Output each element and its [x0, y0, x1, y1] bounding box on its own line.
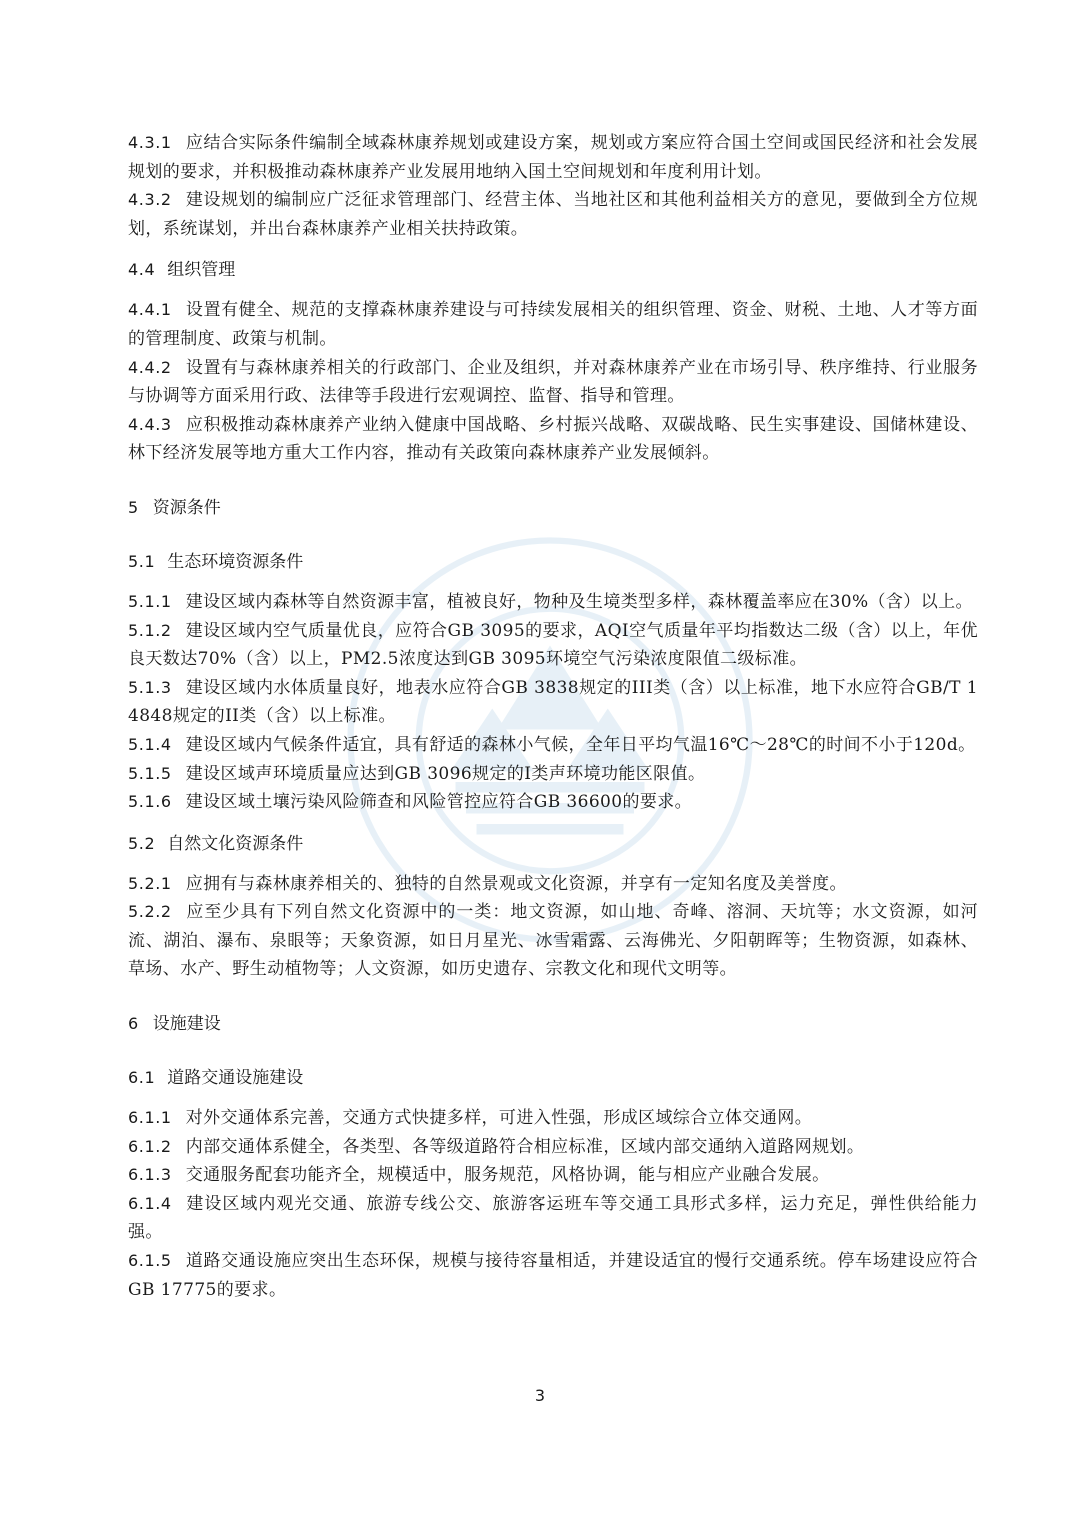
- clause-paragraph: [128, 674, 978, 731]
- clause-paragraph: [128, 1104, 978, 1133]
- clause-number: 5: [128, 497, 139, 517]
- clause-text: 建设区域内气候条件适宜，具有舒适的森林小气候，全年日平均气温16℃～28℃的时间不小于120d。: [185, 734, 976, 755]
- clause-paragraph: [128, 129, 978, 186]
- clause-paragraph: [128, 1190, 978, 1247]
- clause-text: 应积极推动森林康养产业纳入健康中国战略、乡村振兴战略、双碳战略、民生实事建设、国储林建设、林下经济发展等地方重大工作内容，推动有关政策向森林康养产业发展倾斜。: [128, 414, 978, 464]
- clause-text: 设施建设: [152, 1014, 221, 1035]
- clause-paragraph: [128, 760, 978, 789]
- clause-number: 4.4.3: [128, 414, 172, 434]
- clause-text: 内部交通体系健全，各类型、各等级道路符合相应标准，区域内部交通纳入道路网规划。: [185, 1136, 865, 1157]
- clause-text: 自然文化资源条件: [167, 833, 304, 854]
- clause-number: 5.2.2: [128, 902, 172, 922]
- clause-text: 组织管理: [167, 260, 236, 281]
- clause-text: 应结合实际条件编制全域森林康养规划或建设方案，规划或方案应符合国土空间或国民经济和社会发展规划的要求，并积极推动森林康养产业发展用地纳入国土空间规划和年度利用计划。: [128, 133, 978, 182]
- clause-paragraph: [128, 1133, 978, 1162]
- clause-paragraph: [128, 1161, 978, 1190]
- clause-number: 5.2: [128, 833, 156, 853]
- clause-text: 建设区域内观光交通、旅游专线公交、旅游客运班车等交通工具形式多样，运力充足，弹性供给能力强。: [128, 1193, 978, 1243]
- clause-number: 5.1.2: [128, 620, 172, 640]
- clause-number: 5.1.1: [128, 591, 172, 611]
- clause-text: 道路交通设施应突出生态环保，规模与接待容量相适，并建设适宜的慢行交通系统。停车场建设应符合GB 17775的要求。: [128, 1251, 978, 1300]
- clause-text: 建设区域土壤污染风险筛查和风险管控应符合GB 36600的要求。: [185, 792, 693, 813]
- clause-text: 道路交通设施建设: [167, 1068, 304, 1089]
- clause-paragraph: [128, 788, 978, 817]
- clause-text: 交通服务配套功能齐全，规模适中，服务规范，风格协调，能与相应产业融合发展。: [185, 1165, 830, 1186]
- clause-text: 建设区域内水体质量良好，地表水应符合GB 3838规定的III类（含）以上标准，地下水应符合GB/T 14848规定的II类（含）以上标准。: [128, 677, 978, 727]
- clause-paragraph: [128, 354, 978, 411]
- clause-paragraph: [128, 898, 978, 984]
- clause-paragraph: [128, 296, 978, 353]
- clause-text: 对外交通体系完善，交通方式快捷多样，可进入性强，形成区域综合立体交通网。: [185, 1108, 813, 1129]
- clause-number: 5.1.6: [128, 792, 172, 812]
- clause-number: 5.1.5: [128, 763, 172, 783]
- clause-text: 设置有健全、规范的支撑森林康养建设与可持续发展相关的组织管理、资金、财税、土地、人才等方面的管理制度、政策与机制。: [128, 300, 978, 349]
- clause-number: 5.1: [128, 551, 156, 571]
- subsection-heading: [128, 256, 978, 284]
- clause-text: 设置有与森林康养相关的行政部门、企业及组织，并对森林康养产业在市场引导、秩序维持、行业服务与协调等方面采用行政、法律等手段进行宏观调控、监督、指导和管理。: [128, 357, 978, 407]
- section-heading: [128, 494, 978, 522]
- clause-number: 6.1.4: [128, 1193, 172, 1213]
- clause-number: 6.1.5: [128, 1251, 172, 1271]
- clause-number: 4.3.2: [128, 190, 172, 210]
- page-number: 3: [534, 1386, 546, 1405]
- clause-paragraph: [128, 1247, 978, 1304]
- clause-paragraph: [128, 617, 978, 674]
- clause-number: 6.1: [128, 1068, 156, 1088]
- clause-text: 建设区域声环境质量应达到GB 3096规定的Ⅰ类声环境功能区限值。: [185, 763, 706, 784]
- clause-paragraph: [128, 870, 978, 899]
- clause-number: 6.1.3: [128, 1165, 172, 1185]
- subsection-heading: [128, 548, 978, 576]
- clause-text: 建设区域内森林等自然资源丰富，植被良好，物种及生境类型多样，森林覆盖率应在30%（含）以上。: [185, 591, 973, 612]
- clause-number: 4.4: [128, 260, 156, 280]
- clause-number: 6: [128, 1014, 139, 1034]
- clause-number: 4.4.2: [128, 357, 172, 377]
- clause-paragraph: [128, 731, 978, 760]
- clause-text: 生态环境资源条件: [167, 551, 304, 572]
- clause-paragraph: [128, 411, 978, 468]
- clause-text: 应至少具有下列自然文化资源中的一类：地文资源，如山地、奇峰、溶洞、天坑等；水文资源，如河流、湖泊、瀑布、泉眼等；天象资源，如日月星光、冰雪霜露、云海佛光、夕阳朝晖等；生物资源，如森林、草场、水产、野生动植物等；人文资源，如历史遗存、宗教文化和现代文明等。: [128, 902, 978, 980]
- clause-paragraph: [128, 186, 978, 243]
- clause-text: 资源条件: [152, 497, 221, 518]
- clause-number: 6.1.1: [128, 1108, 172, 1128]
- clause-number: 5.2.1: [128, 873, 172, 893]
- clause-number: 5.1.3: [128, 677, 172, 697]
- subsection-heading: [128, 830, 978, 858]
- clause-text: 建设规划的编制应广泛征求管理部门、经营主体、当地社区和其他利益相关方的意见，要做到全方位规划，系统谋划，并出台森林康养产业相关扶持政策。: [128, 190, 978, 239]
- section-heading: [128, 1010, 978, 1038]
- clause-number: 4.3.1: [128, 133, 172, 152]
- clause-text: 建设区域内空气质量优良，应符合GB 3095的要求，AQI空气质量年平均指数达二级（含）以上，年优良天数达70%（含）以上，PM2.5浓度达到GB 3095环境空气污染浓度限值二级标准。: [128, 620, 978, 670]
- clause-paragraph: [128, 588, 978, 617]
- document-body: [128, 129, 978, 1304]
- clause-number: 4.4.1: [128, 300, 172, 320]
- clause-number: 5.1.4: [128, 734, 172, 754]
- clause-text: 应拥有与森林康养相关的、独特的自然景观或文化资源，并享有一定知名度及美誉度。: [185, 873, 847, 894]
- subsection-heading: [128, 1064, 978, 1092]
- clause-number: 6.1.2: [128, 1136, 172, 1156]
